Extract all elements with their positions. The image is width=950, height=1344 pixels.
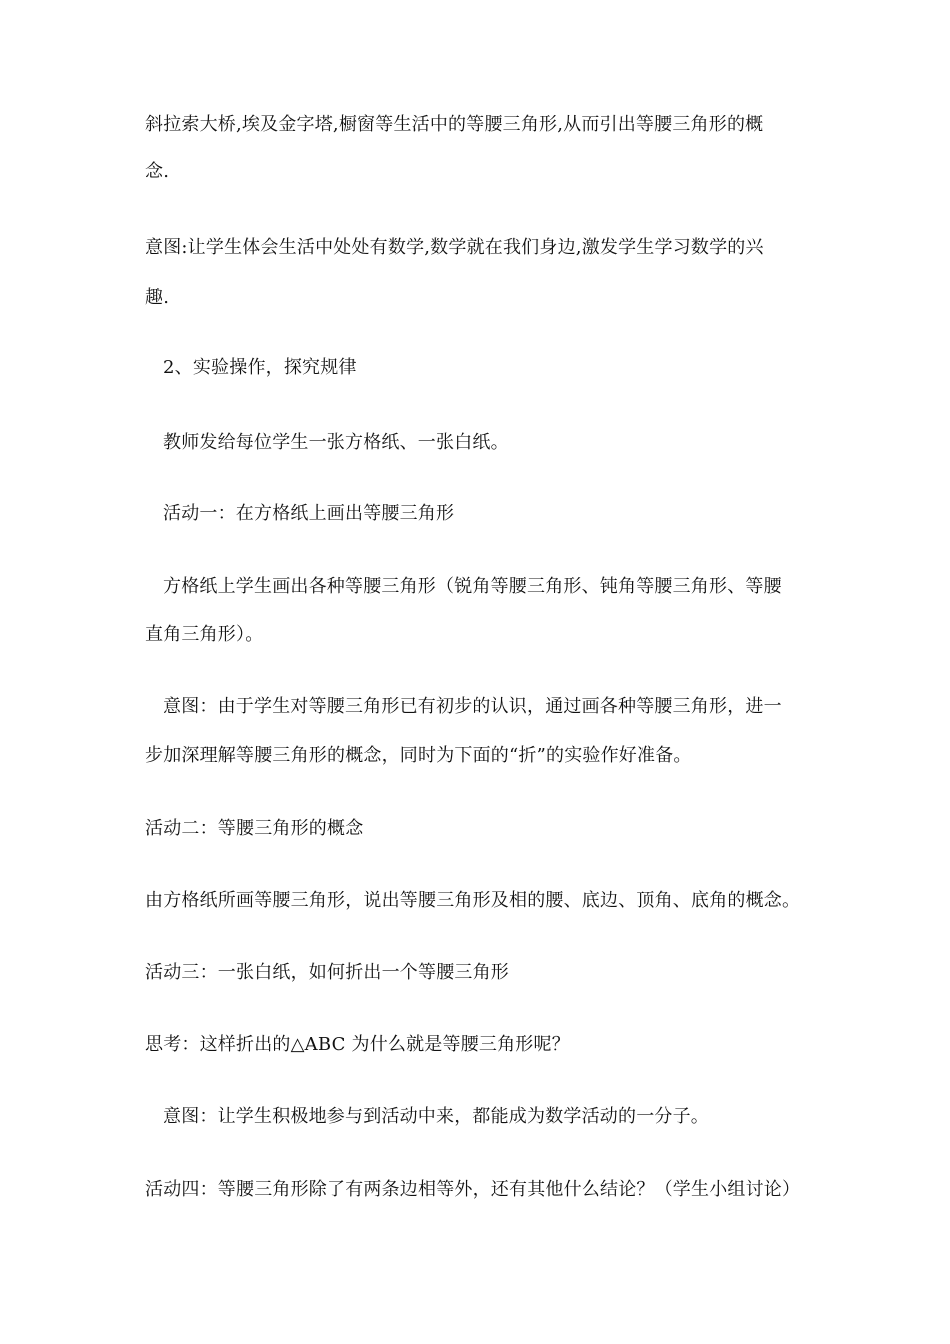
activity-heading: 活动二：等腰三角形的概念	[145, 818, 364, 839]
activity-heading: 活动一：在方格纸上画出等腰三角形	[163, 503, 455, 524]
activity-heading: 活动三：一张白纸，如何折出一个等腰三角形	[145, 962, 509, 983]
text-line: 趣.	[145, 287, 170, 308]
text-line: 意图：让学生积极地参与到活动中来，都能成为数学活动的一分子。	[163, 1106, 709, 1127]
text-line: 意图：由于学生对等腰三角形已有初步的认识，通过画各种等腰三角形，进一	[163, 696, 782, 717]
section-heading: 2、实验操作，探究规律	[163, 357, 357, 378]
text-line: 直角三角形）。	[145, 624, 264, 645]
text-line: 思考：这样折出的△ABC 为什么就是等腰三角形呢？	[145, 1034, 570, 1055]
text-line: 斜拉索大桥,埃及金字塔,橱窗等生活中的等腰三角形,从而引出等腰三角形的概	[145, 114, 764, 135]
text-line: 教师发给每位学生一张方格纸、一张白纸。	[163, 432, 509, 453]
text-line: 意图:让学生体会生活中处处有数学,数学就在我们身边,激发学生学习数学的兴	[145, 237, 764, 258]
text-line: 步加深理解等腰三角形的概念，同时为下面的“折”的实验作好准备。	[145, 745, 692, 766]
text-line: 念.	[145, 161, 170, 182]
activity-heading: 活动四：等腰三角形除了有两条边相等外，还有其他什么结论？（学生小组讨论）	[145, 1179, 801, 1200]
text-line: 由方格纸所画等腰三角形，说出等腰三角形及相的腰、底边、顶角、底角的概念。	[145, 890, 801, 911]
text-line: 方格纸上学生画出各种等腰三角形（锐角等腰三角形、钝角等腰三角形、等腰	[163, 576, 782, 597]
